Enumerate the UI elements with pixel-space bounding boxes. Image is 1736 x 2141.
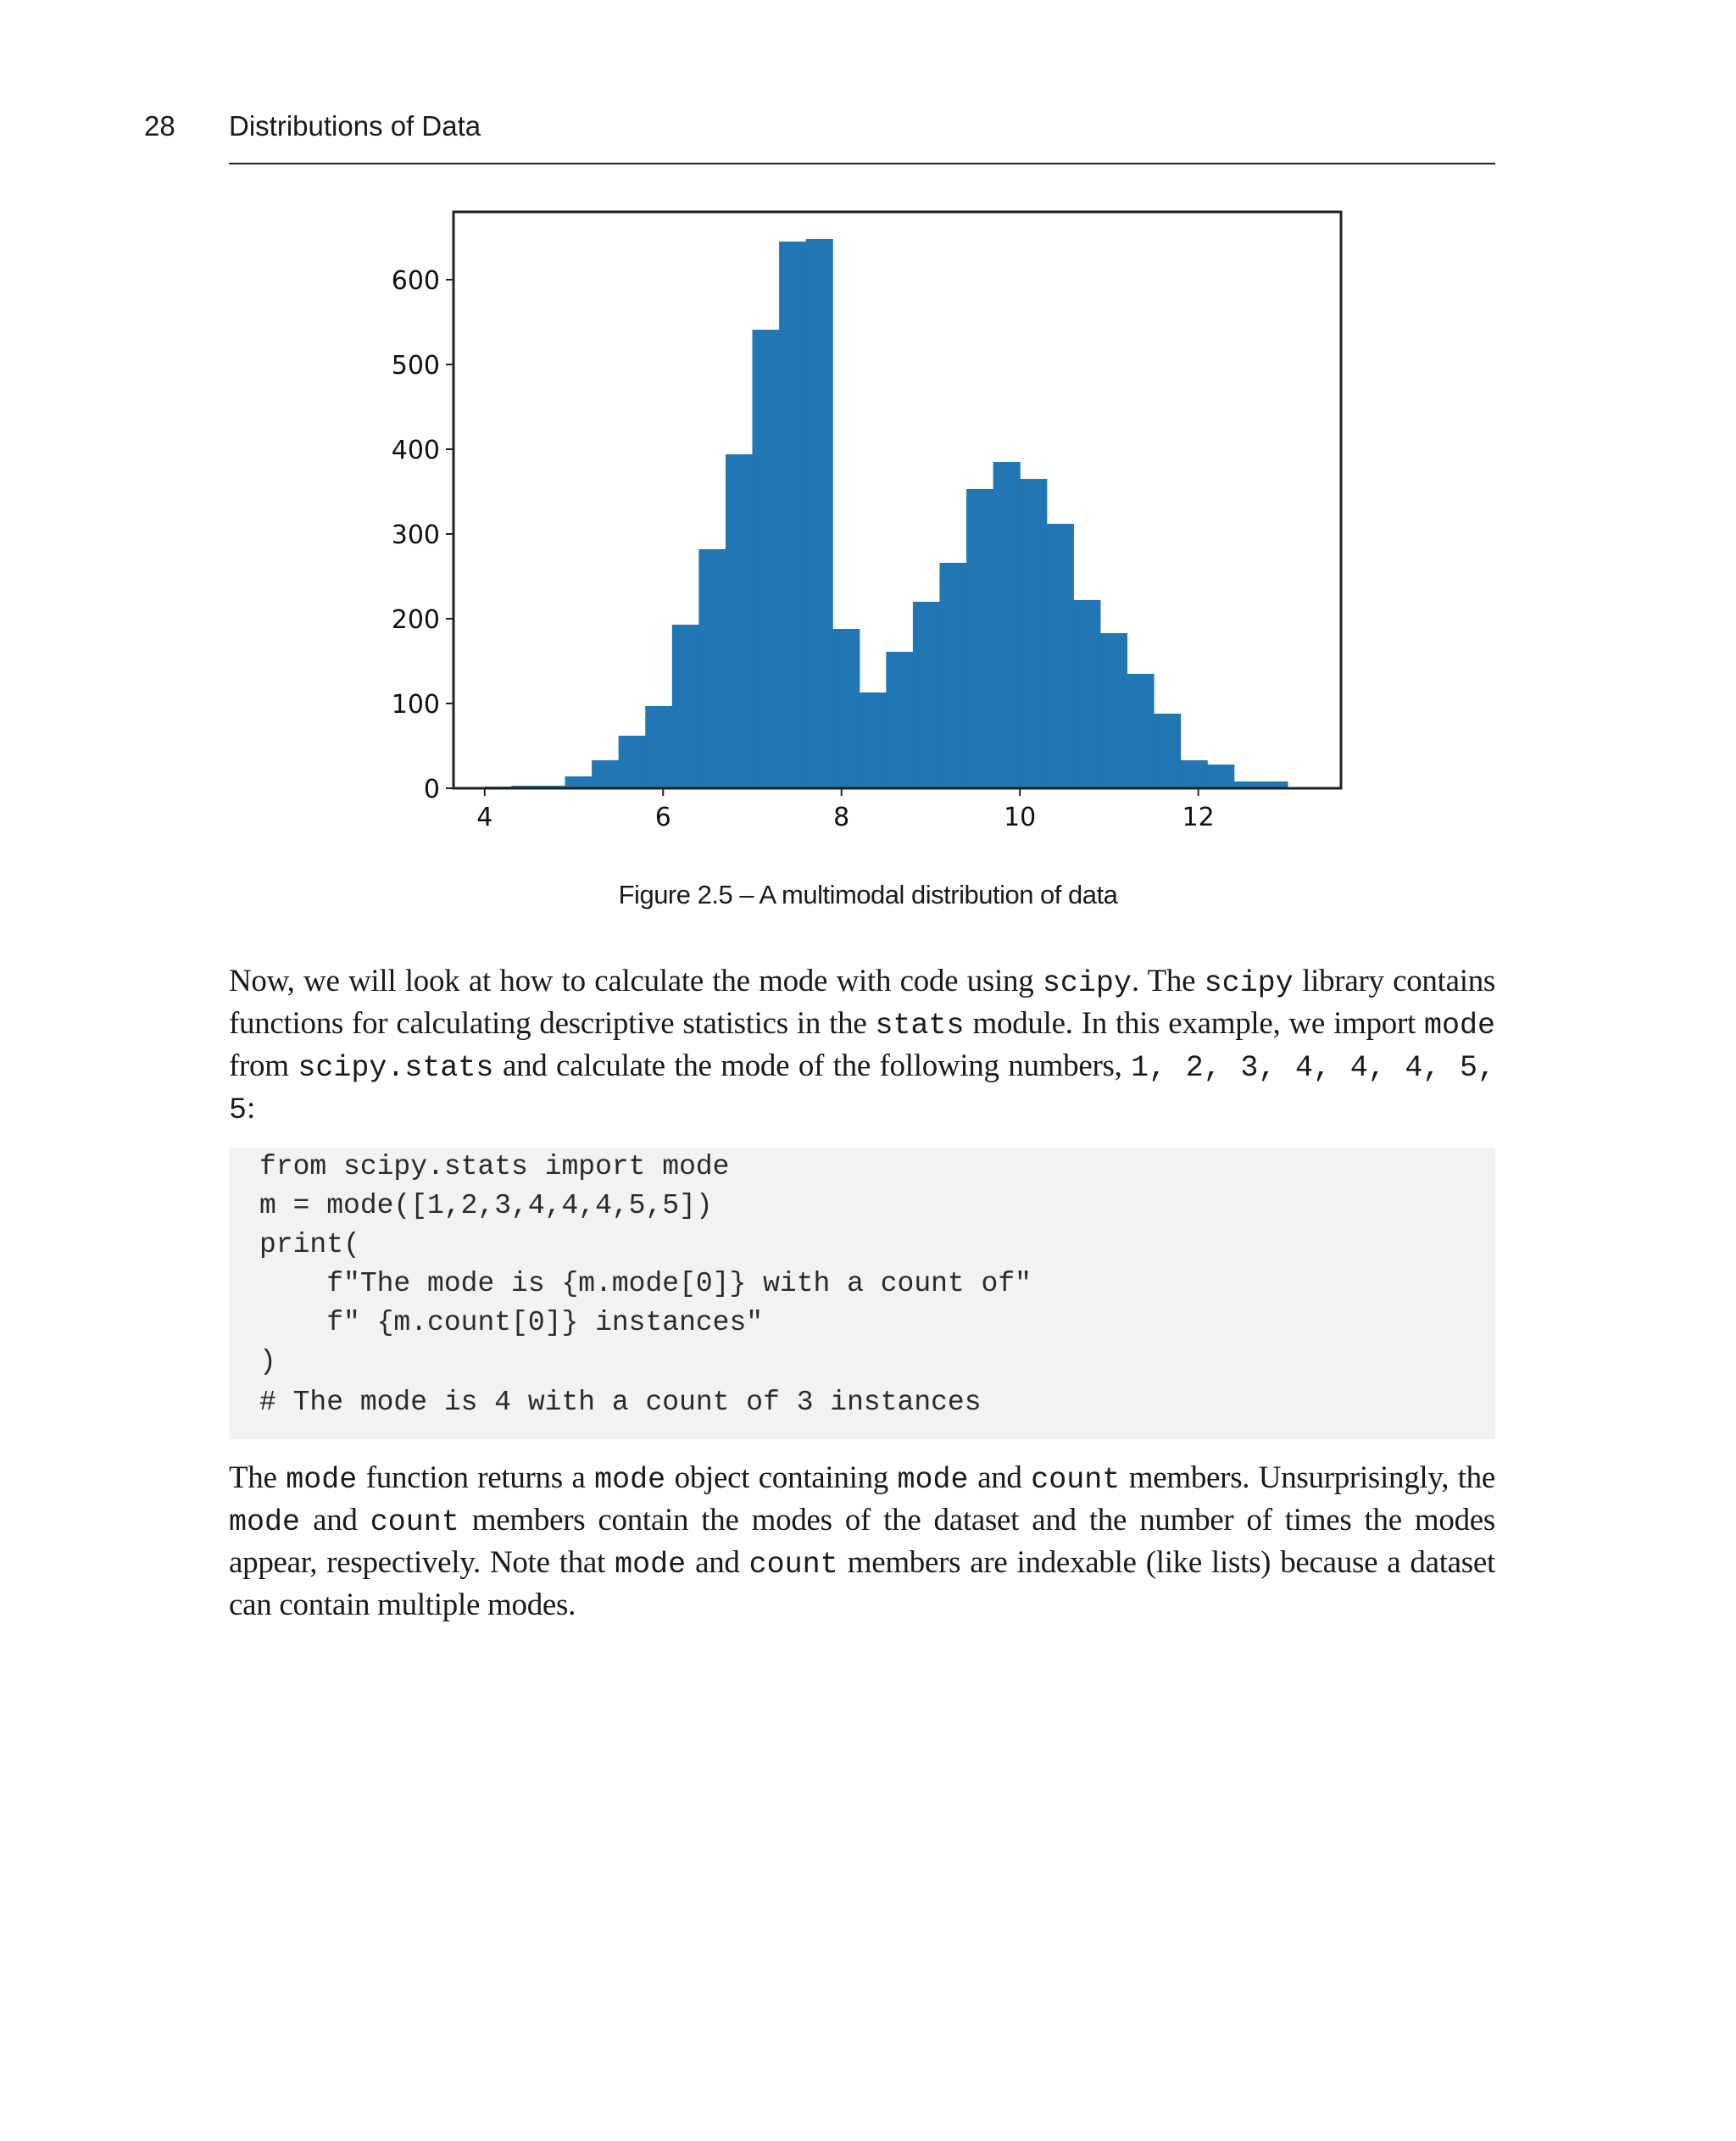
inline-code: count (370, 1505, 459, 1539)
histogram-bar (832, 629, 860, 788)
text-run: : (247, 1091, 255, 1126)
page-number: 28 (144, 110, 175, 142)
inline-code: stats (875, 1009, 965, 1043)
inline-code: mode (1423, 1009, 1495, 1043)
histogram-bar (886, 652, 913, 788)
header-rule (229, 163, 1495, 164)
inline-code: mode (594, 1463, 666, 1497)
figure-caption: Figure 2.5 – A multimodal distribution of data (618, 880, 1118, 909)
inline-code: mode (286, 1463, 358, 1497)
x-tick-label: 6 (654, 803, 671, 832)
histogram-bar (779, 242, 806, 788)
code-line: # The mode is 4 with a count of 3 instances (259, 1387, 982, 1418)
y-axis (392, 266, 453, 804)
bars-layer (485, 239, 1288, 788)
inline-code: count (748, 1548, 838, 1582)
histogram-bar (1181, 760, 1208, 788)
y-tick-label: 300 (391, 520, 440, 550)
inline-code: mode (897, 1463, 969, 1497)
histogram-bar (565, 776, 593, 788)
text-run: library contains functions for calculating descriptive statistics in the (229, 964, 1496, 1041)
text-run: and (300, 1503, 370, 1538)
inline-code: count (1031, 1463, 1121, 1497)
x-tick-label: 4 (476, 803, 493, 832)
paragraph-explanation (229, 1458, 1495, 1626)
histogram-bar (1073, 600, 1100, 788)
histogram-chart (356, 195, 1373, 856)
text-run: object containing (665, 1460, 898, 1495)
code-line: f"The mode is {m.mode[0]} with a count of" (259, 1268, 1032, 1299)
x-tick-label: 8 (833, 803, 850, 832)
text-run: Now, we will look at how to calculate the mode with code using (229, 964, 1043, 998)
y-tick-label: 400 (391, 436, 440, 465)
inline-code: mode (229, 1505, 301, 1539)
histogram-bar (592, 760, 619, 788)
histogram-bar (726, 454, 753, 788)
histogram-bar (1100, 633, 1127, 788)
code-line: print( (259, 1229, 360, 1260)
histogram-bar (698, 549, 726, 788)
code-line: f" {m.count[0]} instances" (259, 1307, 764, 1338)
histogram-bar (939, 563, 966, 788)
text-run: and calculate the mode of the following numbers, (493, 1048, 1132, 1083)
paragraph-intro (229, 961, 1495, 1131)
histogram-bar (1207, 765, 1234, 788)
inline-code: scipy (1042, 966, 1132, 1000)
code-line: ) (259, 1346, 276, 1377)
histogram-bar (966, 489, 993, 788)
histogram-bar (1154, 714, 1181, 788)
text-run: members are indexable (like lists) because a dataset can contain multiple modes. (229, 1545, 1495, 1622)
y-tick-label: 100 (391, 690, 440, 720)
inline-code: scipy.stats (298, 1051, 494, 1085)
histogram-bar (619, 736, 646, 788)
page-header (144, 100, 1495, 168)
histogram-bar (1127, 674, 1154, 788)
histogram-bar (1047, 524, 1074, 788)
text-run: The (229, 1460, 287, 1495)
x-tick-label: 10 (1004, 803, 1037, 832)
x-tick-label: 12 (1182, 803, 1215, 832)
histogram-bar (806, 239, 833, 788)
histogram-bar (860, 692, 887, 788)
x-axis (476, 788, 1214, 832)
histogram-bar (993, 462, 1021, 788)
histogram-bar (753, 330, 780, 788)
y-tick-label: 200 (391, 605, 440, 635)
text-run: module. In this example, we import (964, 1006, 1424, 1041)
y-tick-label: 0 (423, 775, 440, 804)
histogram-bar (672, 625, 699, 788)
text-run: and (968, 1460, 1032, 1495)
inline-code: scipy (1204, 966, 1294, 1000)
text-run: members contain the modes of the dataset and the number of times the modes appear, respectively. Note that (229, 1503, 1495, 1580)
code-line: m = mode([1,2,3,4,4,4,5,5]) (259, 1190, 713, 1221)
code-block (229, 1148, 1495, 1439)
histogram-bar (1020, 479, 1047, 788)
text-run: function returns a (357, 1460, 595, 1495)
text-run: and (686, 1545, 749, 1580)
histogram-bar (645, 706, 672, 788)
histogram-bar (913, 602, 940, 788)
inline-code: mode (615, 1548, 687, 1582)
inline-code: 1, 2, 3, 4, 4, 4, 5, 5 (229, 1051, 1495, 1127)
y-tick-label: 600 (391, 266, 440, 296)
text-run: members. Unsurprisingly, the (1120, 1460, 1495, 1495)
text-run: . The (1131, 964, 1205, 998)
code-line: from scipy.stats import mode (259, 1151, 730, 1182)
running-head: Distributions of Data (229, 110, 481, 142)
y-tick-label: 500 (391, 351, 440, 381)
text-run: from (229, 1048, 298, 1083)
